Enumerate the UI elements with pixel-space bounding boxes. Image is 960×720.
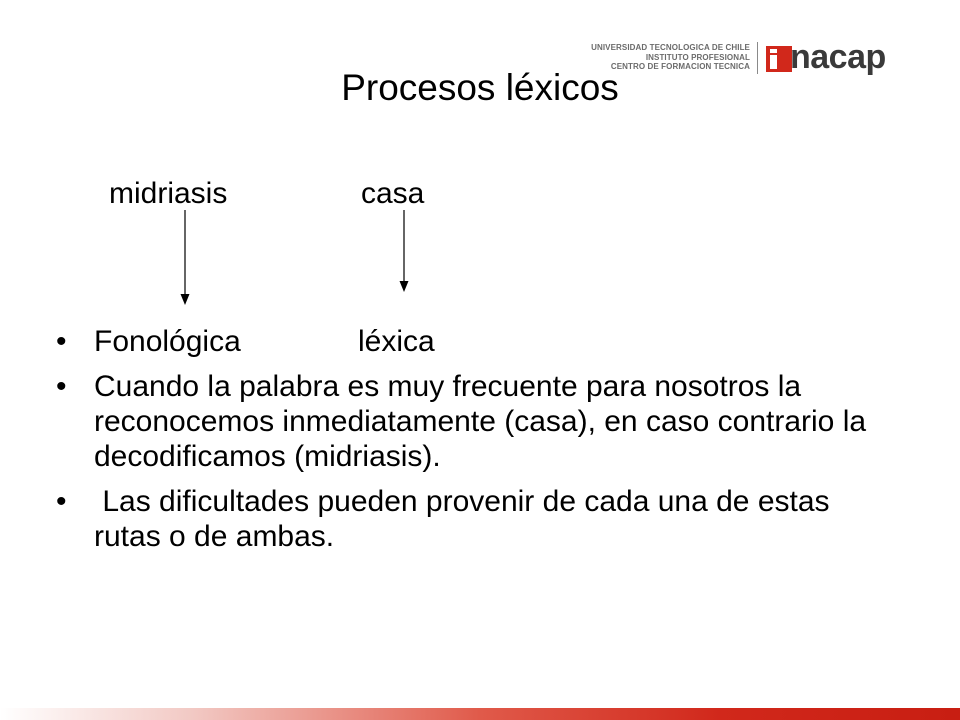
logo-wordmark: nacap (790, 38, 886, 76)
word-midriasis: midriasis (109, 177, 228, 210)
bullet-item-routes (56, 324, 896, 359)
bullet-dot: • (56, 325, 67, 358)
bullet-list (56, 324, 896, 564)
logo-line-1: UNIVERSIDAD TECNOLOGICA DE CHILE (591, 43, 750, 52)
bullet-dot: • (56, 370, 67, 403)
logo-line-3: CENTRO DE FORMACION TECNICA (610, 62, 750, 71)
word-casa: casa (361, 177, 425, 210)
arrow-midriasis-to-fonologica (181, 210, 190, 305)
label-lexica: léxica (358, 325, 435, 358)
label-fonologica: Fonológica (94, 325, 241, 358)
bullet-text: Las dificultades pueden provenir de cada una de estas rutas o de ambas. (94, 485, 838, 553)
bullet-item-difficulties (56, 484, 896, 554)
bottom-accent-strip (0, 708, 960, 720)
bullet-text: Cuando la palabra es muy frecuente para nosotros la reconocemos inmediatamente (casa), en caso contrario la decodificamos (midriasis). (94, 370, 867, 473)
logo-line-2: INSTITUTO PROFESIONAL (645, 52, 750, 62)
bullet-item-frequency (56, 369, 896, 474)
bullet-dot: • (56, 485, 67, 518)
arrow-casa-to-lexica (400, 210, 409, 292)
slide-title: Procesos léxicos (341, 67, 619, 108)
